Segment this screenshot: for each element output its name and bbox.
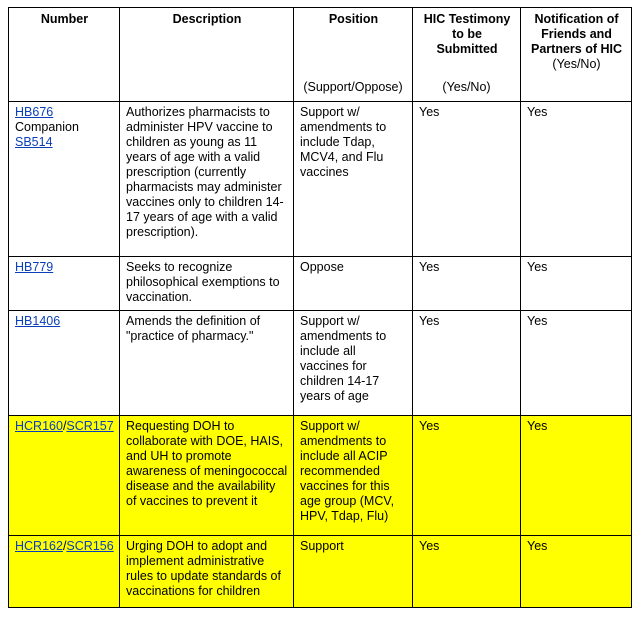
testimony-cell: Yes xyxy=(413,416,521,536)
header-number xyxy=(9,8,120,102)
header-testimony-sub: (Yes/No) xyxy=(442,80,491,94)
table-row xyxy=(9,311,632,416)
header-notification-line1: Notification of xyxy=(534,12,619,26)
header-position-sub: (Support/Oppose) xyxy=(303,80,403,94)
legislation-table xyxy=(8,7,632,608)
bill-link[interactable]: HB1406 xyxy=(15,314,61,328)
description-cell: Seeks to recognize philosophical exemptions to vaccination. xyxy=(120,257,294,311)
description-cell: Urging DOH to adopt and implement administrative rules to update standards of vaccinations for children xyxy=(120,536,294,608)
position-cell: Oppose xyxy=(294,257,413,311)
header-number-label: Number xyxy=(40,12,89,26)
header-notification xyxy=(521,8,632,102)
companion-bill-link[interactable]: SCR157 xyxy=(66,419,114,433)
bill-number-cell xyxy=(9,536,120,608)
header-description xyxy=(120,8,294,102)
header-row xyxy=(9,8,632,102)
header-testimony-line1: HIC Testimony xyxy=(423,12,511,26)
testimony-cell: Yes xyxy=(413,311,521,416)
notification-cell: Yes xyxy=(521,416,632,536)
companion-bill-link[interactable]: SCR156 xyxy=(66,539,114,553)
header-testimony-line3: Submitted xyxy=(436,42,498,56)
testimony-cell: Yes xyxy=(413,257,521,311)
bill-link[interactable]: HB779 xyxy=(15,260,54,274)
testimony-cell: Yes xyxy=(413,102,521,257)
description-cell: Requesting DOH to collaborate with DOE, HAIS, and UH to promote awareness of meningococcal disease and the availability of vaccines to prevent it xyxy=(120,416,294,536)
bill-note: Companion xyxy=(15,120,79,134)
notification-cell: Yes xyxy=(521,102,632,257)
bill-number-cell xyxy=(9,416,120,536)
header-notification-line2: Friends and xyxy=(541,27,612,41)
position-cell: Support xyxy=(294,536,413,608)
notification-cell: Yes xyxy=(521,311,632,416)
description-cell: Amends the definition of "practice of pharmacy." xyxy=(120,311,294,416)
companion-bill-link[interactable]: SB514 xyxy=(15,135,53,149)
header-position-label: Position xyxy=(328,12,379,26)
header-notification-line3: Partners of HIC xyxy=(531,42,622,56)
bill-separator: / xyxy=(62,539,67,553)
notification-cell: Yes xyxy=(521,257,632,311)
header-description-label: Description xyxy=(172,12,242,26)
header-testimony xyxy=(413,8,521,102)
notification-cell: Yes xyxy=(521,536,632,608)
table-row-highlighted xyxy=(9,416,632,536)
bill-link[interactable]: HB676 xyxy=(15,105,54,119)
bill-link[interactable]: HCR162 xyxy=(15,539,63,553)
table-row xyxy=(9,257,632,311)
bill-separator: / xyxy=(62,419,67,433)
bill-link[interactable]: HCR160 xyxy=(15,419,63,433)
testimony-cell: Yes xyxy=(413,536,521,608)
bill-number-cell xyxy=(9,102,120,257)
description-cell: Authorizes pharmacists to administer HPV vaccine to children as young as 11 years of age with a valid prescription (currently pharmacists may administer vaccines only to children 14-17 years of age with a valid prescription). xyxy=(120,102,294,257)
header-notification-sub: (Yes/No) xyxy=(552,57,601,71)
position-cell: Support w/ amendments to include all vaccines for children 14-17 years of age xyxy=(294,311,413,416)
table-row-highlighted xyxy=(9,536,632,608)
bill-number-cell xyxy=(9,311,120,416)
bill-number-cell xyxy=(9,257,120,311)
header-position xyxy=(294,8,413,102)
table-row xyxy=(9,102,632,257)
position-cell: Support w/ amendments to include all ACIP recommended vaccines for this age group (MCV, HPV, Tdap, Flu) xyxy=(294,416,413,536)
position-cell: Support w/ amendments to include Tdap, MCV4, and Flu vaccines xyxy=(294,102,413,257)
header-testimony-line2: to be xyxy=(452,27,482,41)
